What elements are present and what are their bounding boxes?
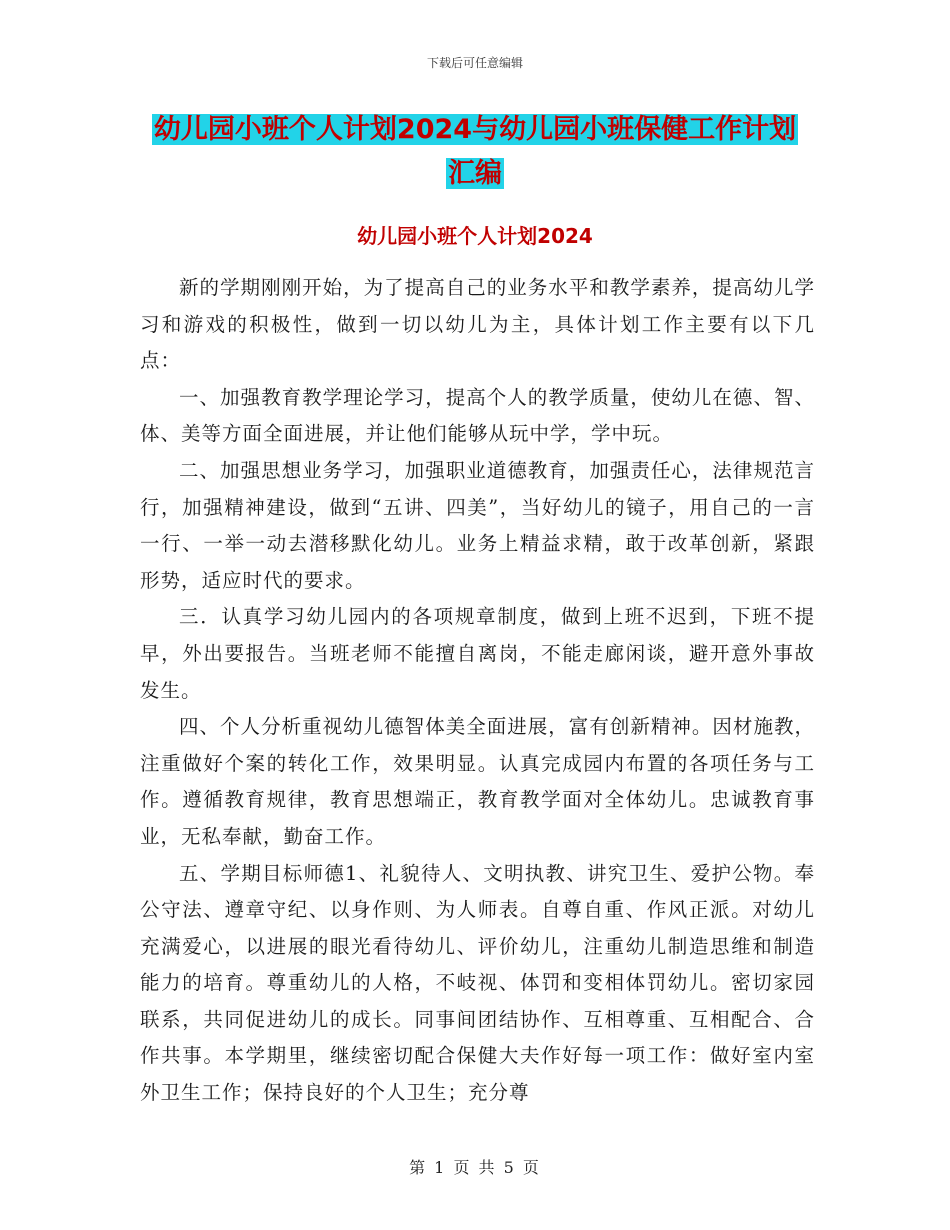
paragraph: 五、学期目标师德1、礼貌待人、文明执教、讲究卫生、爱护公物。奉公守法、遵章守纪、以身作则、为人师表。自尊自重、作风正派。对幼儿充满爱心，以进展的眼光看待幼儿、评价幼儿，注重幼儿制造思维和制造能力的培育。尊重幼儿的人格，不岐视、体罚和变相体罚幼儿。密切家园联系，共同促进幼儿的成长。同事间团结协作、互相尊重、互相配合、合作共事。本学期里，继续密切配合保健大夫作好每一项工作：做好室内室外卫生工作；保持良好的个人卫生；充分尊 (140, 861, 815, 1105)
page-footer: 第 1 页 共 5 页 (409, 1158, 541, 1177)
title-line-2: 汇编 (448, 158, 502, 189)
document-title (0, 108, 950, 196)
paragraph: 一、加强教育教学理论学习，提高个人的教学质量，使幼儿在德、智、体、美等方面全面进展，并让他们能够从玩中学，学中玩。 (140, 385, 815, 446)
paragraph: 四、个人分析重视幼儿德智体美全面进展，富有创新精神。因材施教，注重做好个案的转化工作，效果明显。认真完成园内布置的各项任务与工作。遵循教育规律，教育思想端正，教育教学面对全体幼儿。忠诚教育事业，无私奉献，勤奋工作。 (140, 715, 815, 848)
paragraph: 二、加强思想业务学习，加强职业道德教育，加强责任心，法律规范言行，加强精神建设，做到“五讲、四美”，当好幼儿的镜子，用自己的一言一行、一举一动去潜移默化幼儿。业务上精益求精，敢于改革创新，紧跟形势，适应时代的要求。 (140, 458, 815, 592)
section-title: 幼儿园小班个人计划2024 (357, 224, 593, 248)
body-text (140, 270, 815, 1112)
paragraph: 新的学期刚刚开始，为了提高自己的业务水平和教学素养，提高幼儿学习和游戏的积极性，做到一切以幼儿为主，具体计划工作主要有以下几点： (140, 276, 815, 373)
paragraph: 三．认真学习幼儿园内的各项规章制度，做到上班不迟到，下班不提早，外出要报告。当班老师不能擅自离岗，不能走廊闲谈，避开意外事故发生。 (140, 605, 815, 702)
title-line-1: 幼儿园小班个人计划2024与幼儿园小班保健工作计划 (153, 114, 797, 145)
header-note: 下载后可任意编辑 (426, 56, 523, 70)
